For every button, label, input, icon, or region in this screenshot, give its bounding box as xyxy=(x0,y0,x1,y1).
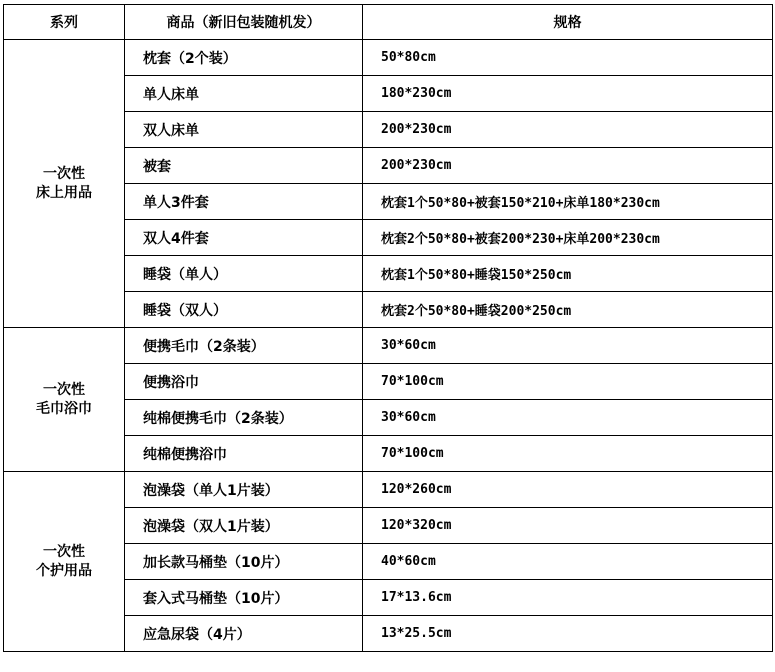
product-cell: 双人床单 xyxy=(125,112,363,148)
spec-cell: 50*80cm xyxy=(363,40,773,76)
table-row xyxy=(4,40,773,76)
product-cell: 纯棉便携毛巾（2条装） xyxy=(125,400,363,436)
product-cell: 便携毛巾（2条装） xyxy=(125,328,363,364)
table-row xyxy=(4,472,773,508)
series-cell: 一次性 毛巾浴巾 xyxy=(4,328,125,472)
spec-cell: 枕套1个50*80+被套150*210+床单180*230cm xyxy=(363,184,773,220)
spec-cell: 70*100cm xyxy=(363,364,773,400)
spec-cell: 180*230cm xyxy=(363,76,773,112)
spec-cell: 枕套2个50*80+睡袋200*250cm xyxy=(363,292,773,328)
header-spec: 规格 xyxy=(363,5,773,40)
product-cell: 单人3件套 xyxy=(125,184,363,220)
product-cell: 应急尿袋（4片） xyxy=(125,616,363,652)
spec-cell: 枕套2个50*80+被套200*230+床单200*230cm xyxy=(363,220,773,256)
product-cell: 加长款马桶垫（10片） xyxy=(125,544,363,580)
spec-cell: 40*60cm xyxy=(363,544,773,580)
spec-cell: 30*60cm xyxy=(363,400,773,436)
spec-cell: 13*25.5cm xyxy=(363,616,773,652)
series-cell: 一次性 床上用品 xyxy=(4,40,125,328)
table-row xyxy=(4,328,773,364)
table-header-row xyxy=(4,5,773,40)
spec-cell: 30*60cm xyxy=(363,328,773,364)
table-body xyxy=(4,40,773,652)
product-cell: 睡袋（双人） xyxy=(125,292,363,328)
product-cell: 被套 xyxy=(125,148,363,184)
product-cell: 单人床单 xyxy=(125,76,363,112)
product-cell: 纯棉便携浴巾 xyxy=(125,436,363,472)
product-cell: 泡澡袋（双人1片装） xyxy=(125,508,363,544)
header-series: 系列 xyxy=(4,5,125,40)
product-cell: 双人4件套 xyxy=(125,220,363,256)
spec-cell: 200*230cm xyxy=(363,112,773,148)
product-cell: 套入式马桶垫（10片） xyxy=(125,580,363,616)
spec-cell: 120*260cm xyxy=(363,472,773,508)
product-cell: 枕套（2个装） xyxy=(125,40,363,76)
spec-cell: 120*320cm xyxy=(363,508,773,544)
product-spec-table xyxy=(3,4,773,652)
product-cell: 便携浴巾 xyxy=(125,364,363,400)
spec-cell: 17*13.6cm xyxy=(363,580,773,616)
series-cell: 一次性 个护用品 xyxy=(4,472,125,652)
product-cell: 睡袋（单人） xyxy=(125,256,363,292)
spec-cell: 70*100cm xyxy=(363,436,773,472)
header-product: 商品（新旧包装随机发） xyxy=(125,5,363,40)
spec-cell: 200*230cm xyxy=(363,148,773,184)
product-cell: 泡澡袋（单人1片装） xyxy=(125,472,363,508)
spec-cell: 枕套1个50*80+睡袋150*250cm xyxy=(363,256,773,292)
